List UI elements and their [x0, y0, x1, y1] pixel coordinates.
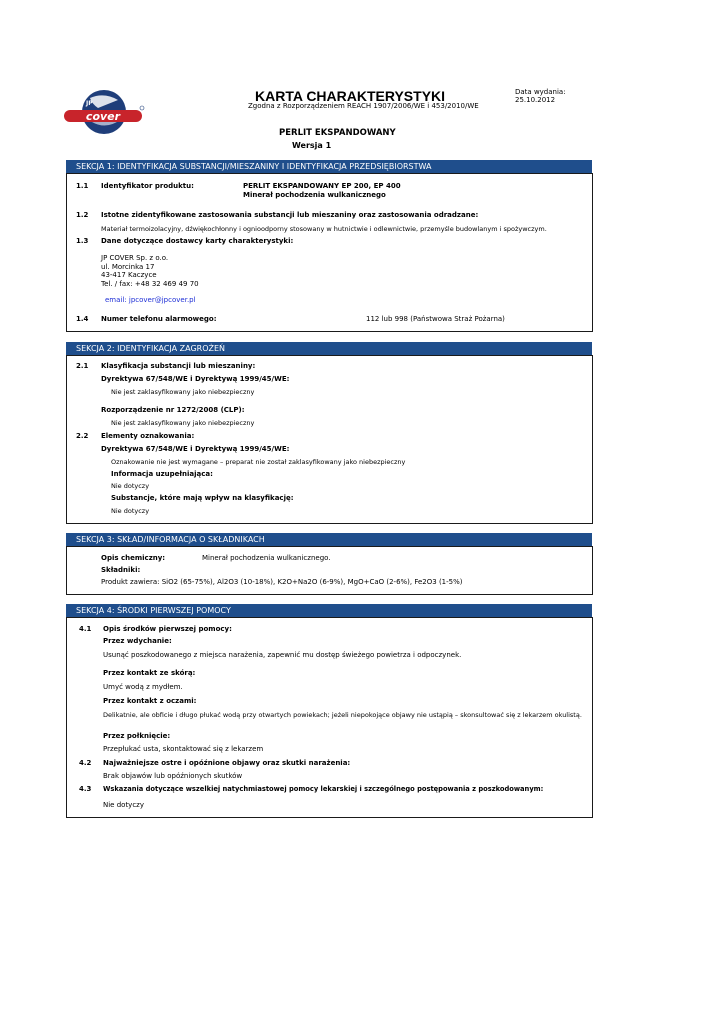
- item-1-3-number: 1.3: [76, 237, 89, 245]
- inhalation-text: Usunąć poszkodowanego z miejsca narażenia, zapewnić mu dostęp świeżego powietrza i odpoczynek.: [103, 651, 462, 659]
- item-2-1-number: 2.1: [76, 362, 89, 370]
- label-elements-label: Elementy oznakowania:: [101, 432, 195, 440]
- section-2-header: SEKCJA 2: IDENTYFIKACJA ZAGROŻEŃ: [66, 342, 592, 355]
- supplier-name: JP COVER Sp. z o.o.: [101, 254, 169, 262]
- labelling-note: Oznakowanie nie jest wymagane – preparat nie został zaklasyfikowany jako niebezpieczny: [111, 458, 406, 466]
- directive-label-2: Dyrektywa 67/548/WE i Dyrektywą 1999/45/WE:: [101, 445, 290, 453]
- inhalation-label: Przez wdychanie:: [103, 637, 172, 645]
- item-4-3-number: 4.3: [79, 785, 92, 793]
- item-1-1-number: 1.1: [76, 182, 89, 190]
- product-identifier-desc: Minerał pochodzenia wulkanicznego: [243, 191, 386, 199]
- composition-text: Produkt zawiera: SiO2 (65-75%), Al2O3 (10-18%), K2O+Na2O (6-9%), MgO+CaO (2-6%), Fe2O3 (1-5%): [101, 578, 463, 586]
- clp-classification: Nie jest zaklasyfikowany jako niebezpieczny: [111, 419, 255, 427]
- issue-date: 25.10.2012: [515, 96, 556, 104]
- uses-text: Materiał termoizolacyjny, dźwiękochłonny i ognioodporny stosowany w hutnictwie i odlewnictwie, przemyśle budowlanym i spożywczym.: [101, 225, 547, 233]
- directive-classification: Nie jest zaklasyfikowany jako niebezpieczny: [111, 388, 255, 396]
- regulation-subtitle: Zgodna z Rozporządzeniem REACH 1907/2006/WE i 453/2010/WE: [248, 102, 479, 110]
- item-2-2-number: 2.2: [76, 432, 89, 440]
- item-4-2-number: 4.2: [79, 759, 92, 767]
- symptoms-label: Najważniejsze ostre i opóźnione objawy oraz skutki narażenia:: [103, 759, 351, 767]
- directive-label: Dyrektywa 67/548/WE i Dyrektywą 1999/45/WE:: [101, 375, 290, 383]
- supplier-city: 43-417 Kaczyce: [101, 271, 157, 279]
- supplementary-info-label: Informacja uzupełniająca:: [111, 470, 213, 478]
- supplier-email-link[interactable]: email: jpcover@jpcover.pl: [105, 296, 196, 304]
- supplier-street: ul. Morcinka 17: [101, 263, 155, 271]
- document-title: KARTA CHARAKTERYSTYKI: [255, 88, 446, 104]
- section-3-header: SEKCJA 3: SKŁAD/INFORMACJA O SKŁADNIKACH: [66, 533, 592, 546]
- supplier-phone: Tel. / fax: +48 32 469 49 70: [101, 280, 199, 288]
- emergency-phone-value: 112 lub 998 (Państwowa Straż Pożarna): [366, 315, 505, 323]
- section-4-header: SEKCJA 4: ŚRODKI PIERWSZEJ POMOCY: [66, 604, 592, 617]
- swallowing-label: Przez połknięcie:: [103, 732, 171, 740]
- emergency-phone-label: Numer telefonu alarmowego:: [101, 315, 217, 323]
- first-aid-label: Opis środków pierwszej pomocy:: [103, 625, 232, 633]
- company-logo: [62, 86, 146, 138]
- item-1-2-number: 1.2: [76, 211, 89, 219]
- clp-label: Rozporządzenie nr 1272/2008 (CLP):: [101, 406, 245, 414]
- eye-contact-text: Delikatnie, ale obficie i długo płukać wodą przy otwartych powiekach; jeżeli niepokojące objawy nie ustąpią – skonsultować się z lekarzem okulistą.: [103, 711, 582, 719]
- svg-text:JP: JP: [86, 100, 93, 107]
- section-1-header: SEKCJA 1: IDENTYFIKACJA SUBSTANCJI/MIESZANINY I IDENTYFIKACJA PRZEDSIĘBIORSTWA: [66, 160, 592, 173]
- medical-attention-label: Wskazania dotyczące wszelkiej natychmiastowej pomocy lekarskiej i szczególnego postępowania z poszkodowanym:: [103, 785, 544, 793]
- issue-date-label: Data wydania:: [515, 88, 566, 96]
- classifying-substances-value: Nie dotyczy: [111, 507, 150, 515]
- version-label: Wersja 1: [292, 141, 332, 150]
- eye-contact-label: Przez kontakt z oczami:: [103, 697, 197, 705]
- classifying-substances-label: Substancje, które mają wpływ na klasyfikację:: [111, 494, 294, 502]
- chemical-description-label: Opis chemiczny:: [101, 554, 166, 562]
- product-name: PERLIT EKSPANDOWANY: [279, 128, 396, 138]
- supplier-label: Dane dotyczące dostawcy karty charakterystyki:: [101, 237, 294, 245]
- symptoms-text: Brak objawów lub opóźnionych skutków: [103, 772, 243, 780]
- skin-contact-text: Umyć wodą z mydłem.: [103, 683, 183, 691]
- ingredients-label: Składniki:: [101, 566, 141, 574]
- item-4-1-number: 4.1: [79, 625, 92, 633]
- uses-label: Istotne zidentyfikowane zastosowania substancji lub mieszaniny oraz zastosowania odradzane:: [101, 211, 479, 219]
- medical-attention-text: Nie dotyczy: [103, 801, 144, 809]
- skin-contact-label: Przez kontakt ze skórą:: [103, 669, 196, 677]
- chemical-description-value: Minerał pochodzenia wulkanicznego.: [202, 554, 331, 562]
- classification-label: Klasyfikacja substancji lub mieszaniny:: [101, 362, 256, 370]
- product-identifier-value: PERLIT EKSPANDOWANY EP 200, EP 400: [243, 182, 401, 190]
- item-1-4-number: 1.4: [76, 315, 89, 323]
- swallowing-text: Przepłukać usta, skontaktować się z lekarzem: [103, 745, 264, 753]
- supplementary-info-value: Nie dotyczy: [111, 482, 150, 490]
- product-identifier-label: Identyfikator produktu:: [101, 182, 194, 190]
- svg-text:cover: cover: [85, 110, 121, 123]
